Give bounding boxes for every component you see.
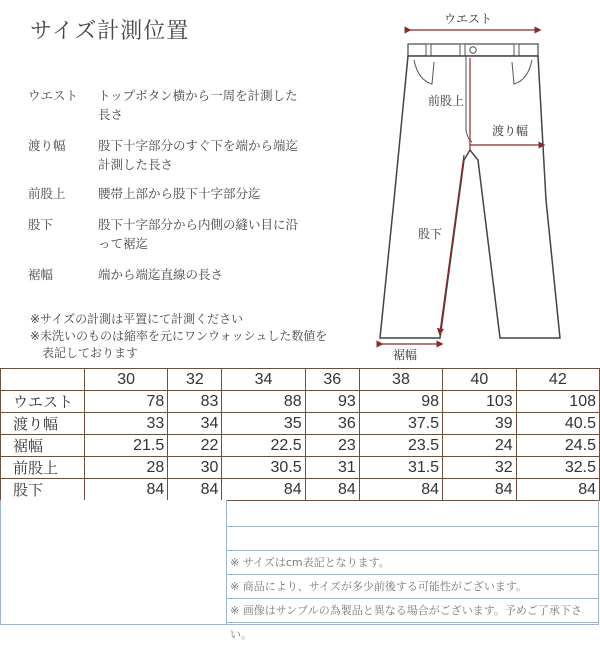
definition-term: 前股上 — [28, 186, 66, 201]
footnote-variance: ※ 商品により、サイズが多少前後する可能性がございます。 — [226, 575, 598, 599]
table-row — [1, 457, 600, 479]
row-label: 股下 — [1, 479, 85, 501]
definition-desc: 股下十字部分のすぐ下を端から端迄計測した長さ — [98, 138, 299, 172]
size-header: 34 — [222, 369, 305, 391]
table-cell: 32.5 — [516, 457, 599, 479]
size-header: 42 — [516, 369, 599, 391]
label-waist: ウエスト — [444, 12, 493, 26]
row-label: 渡り幅 — [1, 413, 85, 435]
table-corner-cell — [1, 369, 85, 391]
definition-desc: 端から端迄直線の長さ — [98, 267, 224, 282]
table-cell: 108 — [516, 391, 599, 413]
table-cell: 22.5 — [222, 435, 305, 457]
table-cell: 22 — [168, 435, 222, 457]
table-cell: 28 — [85, 457, 168, 479]
footnote-area — [0, 500, 600, 641]
label-front-rise: 前股上 — [428, 94, 465, 108]
table-cell: 98 — [359, 391, 442, 413]
row-label: ウエスト — [1, 391, 85, 413]
size-table — [0, 368, 600, 501]
table-cell: 24.5 — [516, 435, 599, 457]
table-cell: 83 — [168, 391, 222, 413]
note-unwashed: ※未洗いのものは縮率を元にワンウォッシュした数値を — [30, 329, 328, 343]
table-cell: 93 — [305, 391, 359, 413]
table-header-row — [1, 369, 600, 391]
definition-row-inseam — [28, 215, 328, 253]
definition-desc: トップボタン横から一周を計測した長さ — [98, 88, 298, 122]
table-row — [1, 413, 600, 435]
table-cell: 103 — [443, 391, 517, 413]
table-row — [1, 479, 600, 501]
definition-desc: 腰帯上部から股下十字部分迄 — [98, 186, 261, 201]
label-thigh: 渡り幅 — [492, 124, 529, 138]
definition-term: 渡り幅 — [28, 138, 66, 153]
table-cell: 84 — [222, 479, 305, 501]
size-header: 30 — [85, 369, 168, 391]
footnote-cm: ※ サイズはcm表記となります。 — [226, 551, 598, 575]
table-cell: 30.5 — [222, 457, 305, 479]
definition-row-hem — [28, 265, 328, 284]
definition-term: 股下 — [28, 217, 54, 232]
label-hem: 裾幅 — [393, 348, 418, 362]
table-cell: 24 — [443, 435, 517, 457]
table-cell: 31.5 — [359, 457, 442, 479]
table-cell: 32 — [443, 457, 517, 479]
table-cell: 84 — [305, 479, 359, 501]
table-cell: 40.5 — [516, 413, 599, 435]
table-cell: 78 — [85, 391, 168, 413]
definition-term: 裾幅 — [28, 267, 54, 282]
definition-term: ウエスト — [28, 88, 79, 103]
table-cell: 84 — [443, 479, 517, 501]
label-inseam: 股下 — [418, 227, 443, 241]
page-title: サイズ計測位置 — [30, 19, 190, 44]
table-cell: 88 — [222, 391, 305, 413]
table-cell: 37.5 — [359, 413, 442, 435]
table-cell: 39 — [443, 413, 517, 435]
table-cell: 84 — [85, 479, 168, 501]
note-unwashed-cont: 表記しております — [42, 346, 139, 360]
size-header: 32 — [168, 369, 222, 391]
row-label: 前股上 — [1, 457, 85, 479]
table-cell: 33 — [85, 413, 168, 435]
button-icon — [470, 47, 476, 53]
size-header: 38 — [359, 369, 442, 391]
table-cell: 84 — [516, 479, 599, 501]
note-flat-measure: ※サイズの計測は平置にて計測ください — [30, 312, 244, 326]
definition-row-thigh — [28, 136, 328, 174]
footnote-blank-row — [226, 527, 598, 551]
table-cell: 30 — [168, 457, 222, 479]
footnote-sample: ※ 画像はサンプルの為製品と異なる場合がございます。予めご了承下さい。 — [226, 599, 598, 623]
table-row — [1, 391, 600, 413]
size-header: 36 — [305, 369, 359, 391]
table-cell: 84 — [168, 479, 222, 501]
footnote-blank-row — [226, 500, 598, 527]
definition-row-front-rise — [28, 184, 328, 203]
table-cell: 84 — [359, 479, 442, 501]
pants-diagram — [360, 0, 600, 370]
row-label: 裾幅 — [1, 435, 85, 457]
definition-desc: 股下十字部分から内側の縫い目に沿って裾迄 — [98, 217, 299, 251]
table-row — [1, 435, 600, 457]
table-cell: 23 — [305, 435, 359, 457]
definition-list — [28, 86, 328, 296]
definition-row-waist — [28, 86, 328, 124]
table-cell: 31 — [305, 457, 359, 479]
table-cell: 21.5 — [85, 435, 168, 457]
blank-panel — [0, 500, 227, 625]
table-cell: 36 — [305, 413, 359, 435]
size-header: 40 — [443, 369, 517, 391]
notes — [30, 311, 327, 362]
table-cell: 35 — [222, 413, 305, 435]
table-cell: 34 — [168, 413, 222, 435]
table-cell: 23.5 — [359, 435, 442, 457]
footnote-panel — [226, 500, 599, 641]
